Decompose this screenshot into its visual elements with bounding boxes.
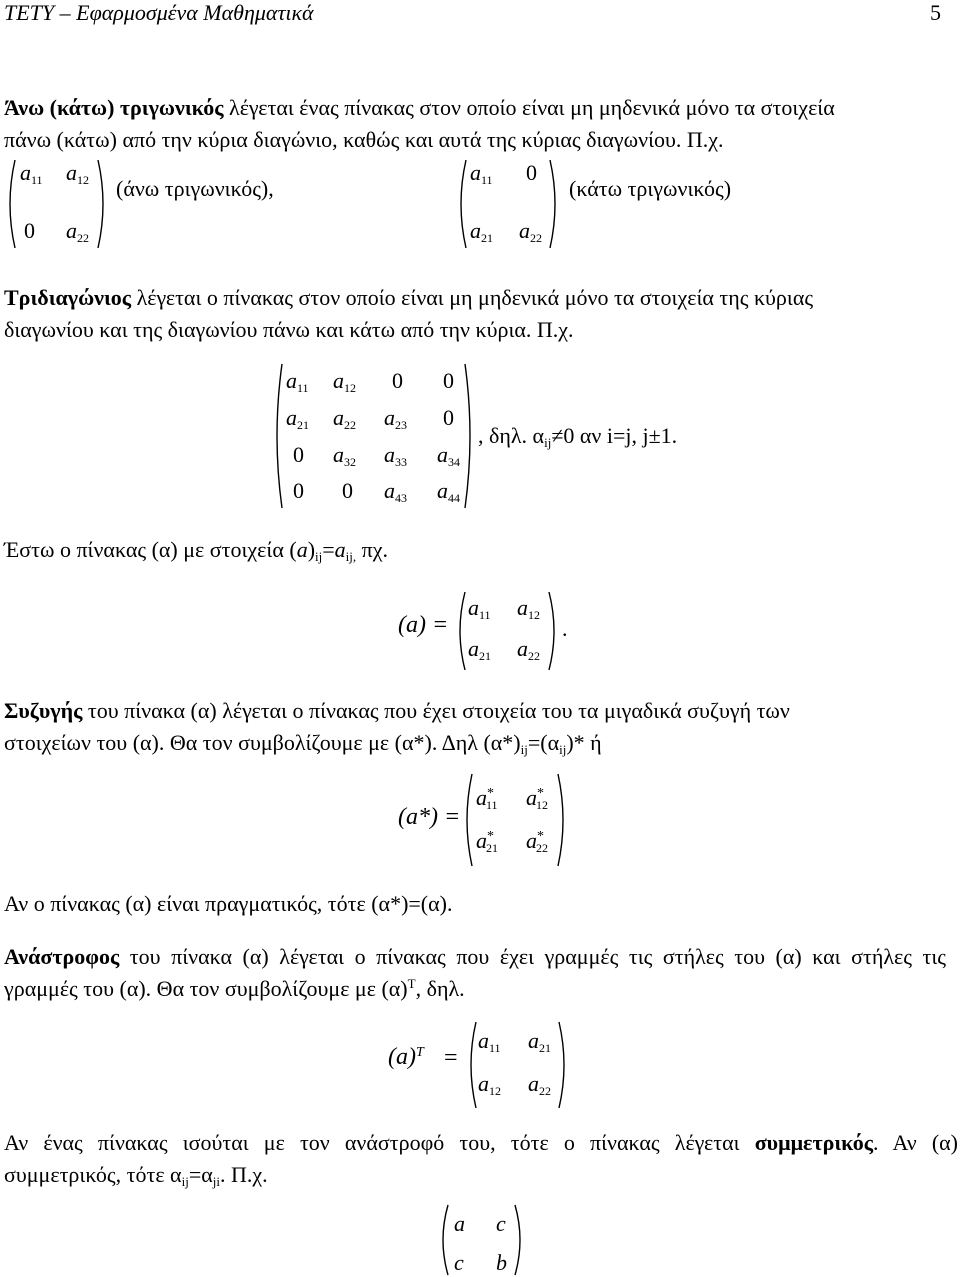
conjugate-lhs: (a*) = xyxy=(398,804,461,830)
conjugate-def-line2: στοιχείων του (α). Θα τον συμβολίζουμε με (α*). Δηλ $(\alpha*)_{ij}=(\alpha_{ij})*$ ή xyxy=(4,730,602,757)
left-paren xyxy=(454,158,468,250)
left-paren xyxy=(270,362,284,510)
conjugate-term: Συζυγής xyxy=(4,698,83,723)
matrix-a-lhs: (a) = xyxy=(398,612,449,638)
transpose-equals: = xyxy=(444,1045,458,1071)
left-paren xyxy=(460,772,474,868)
transpose-def-line2: γραμμές του (α). Θα τον συμβολίζουμε με $(\alpha)^T$, δηλ. xyxy=(4,976,465,1001)
triangular-def-line2: πάνω (κάτω) από την κύρια διαγώνιο, καθώς και αυτά της κύριας διαγωνίου. Π.χ. xyxy=(4,127,724,152)
triangular-def-line1: Άνω (κάτω) τριγωνικός λέγεται ένας πίνακας στον οποίο είναι μη μηδενικά μόνο τα στοιχεία xyxy=(4,95,835,120)
right-paren xyxy=(463,362,477,510)
triangular-term: Άνω (κάτω) τριγωνικός xyxy=(4,95,224,120)
running-header-title: ΤΕΤΥ – Εφαρμοσμένα Μαθηματικά xyxy=(4,0,314,25)
right-paren xyxy=(556,772,570,868)
left-paren xyxy=(436,1203,450,1277)
symmetric-def-line2: συμμετρικός, τότε $\alpha_{ij}=\alpha_{ji}$. Π.χ. xyxy=(4,1162,268,1189)
right-paren xyxy=(96,158,110,250)
right-paren xyxy=(513,1203,527,1277)
tridiagonal-note: , δηλ. $\alpha_{ij}\ne 0$ αν i=j, j±1. xyxy=(478,423,678,450)
tridiagonal-def-line1: Τριδιαγώνιος λέγεται ο πίνακας στον οποίο είναι μη μηδενικά μόνο τα στοιχεία της κύριας xyxy=(4,285,814,310)
symmetric-def-line1: Αν ένας πίνακας ισούται με τον ανάστροφό του, τότε ο πίνακας λέγεται συμμετρικός. Αν (α) xyxy=(4,1130,959,1155)
symmetric-term: συμμετρικός xyxy=(754,1130,874,1155)
transpose-def-line1: Ανάστροφος του πίνακα (α) λέγεται ο πίνακας που έχει γραμμές τις στήλες του (α) και στήλες τις xyxy=(4,944,946,969)
left-paren xyxy=(3,158,17,250)
right-paren xyxy=(557,1020,571,1110)
transpose-lhs: $(a)^T$ xyxy=(388,1044,424,1070)
right-paren xyxy=(548,158,562,250)
lower-triangular-label: (κάτω τριγωνικός) xyxy=(569,176,732,201)
page-number: 5 xyxy=(930,0,941,25)
left-paren xyxy=(453,590,467,672)
real-matrix-note: Αν ο πίνακας (α) είναι πραγματικός, τότε (α*)=(α). xyxy=(4,891,453,916)
transpose-term: Ανάστροφος xyxy=(4,944,120,969)
conjugate-def-line1: Συζυγής του πίνακα (α) λέγεται ο πίνακας που έχει στοιχεία του τα μιγαδικά συζυγή των xyxy=(4,698,790,723)
tridiagonal-term: Τριδιαγώνιος xyxy=(4,285,132,310)
upper-triangular-label: (άνω τριγωνικός), xyxy=(116,176,274,201)
right-paren xyxy=(547,590,561,672)
matrix-a-period: . xyxy=(562,616,568,641)
matrix-a-intro: Έστω ο πίνακας (α) με στοιχεία $(a)_{ij}=a_{ij,}$ πχ. xyxy=(4,537,389,564)
left-paren xyxy=(464,1020,478,1110)
tridiagonal-def-line2: διαγωνίου και της διαγωνίου πάνω και κάτω από την κύρια. Π.χ. xyxy=(4,317,574,342)
